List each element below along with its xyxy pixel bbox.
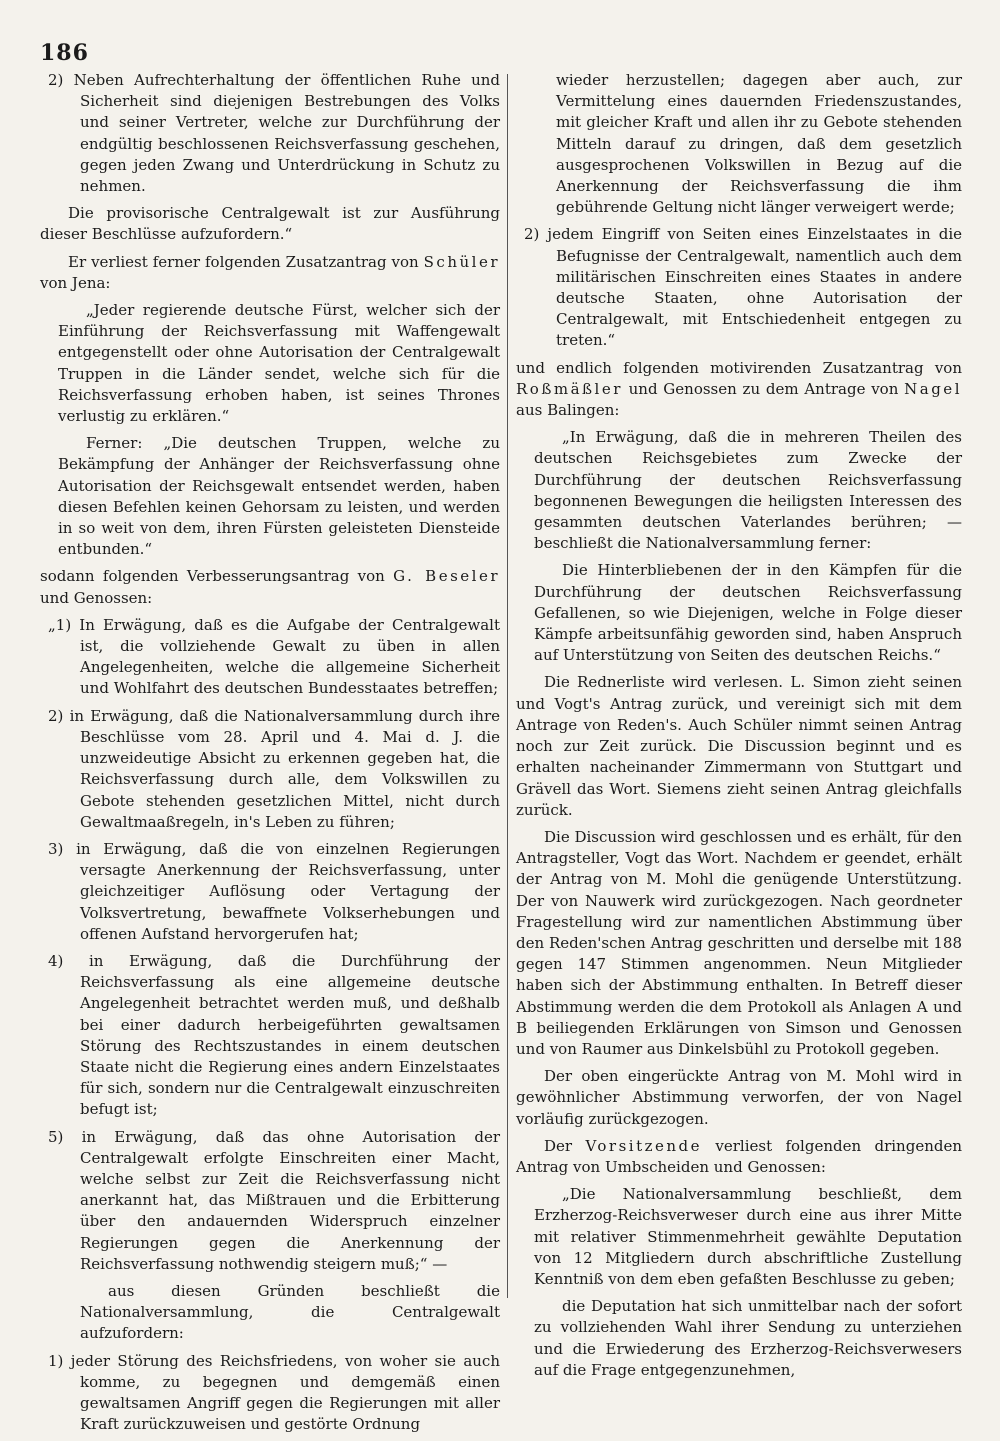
list-item: „1) In Erwägung, daß es die Aufgabe der Centralgewalt ist, die vollziehende Gewalt zu üben in allen Angelegenheiten, welche die allgemeine Sicherheit und Wohlfahrt des deutschen Bundesstaates betreffen; <box>48 615 500 698</box>
quote-paragraph: „In Erwägung, daß die in mehreren Theilen des deutschen Reichsgebietes zum Zwecke der Durchführung der deutschen Reichsverfassung begonnenen Bewegungen die heiligsten Interessen des gesammten deutschen Vaterlandes berühren; — beschließt die Nationalversammlung ferner: <box>534 428 962 553</box>
text: Der <box>544 1136 586 1155</box>
person-name: Nagel <box>904 379 962 398</box>
list-item: 5) in Erwägung, daß das ohne Autorisation der Centralgewalt erfolgte Einschreiten einer Macht, welche selbst zur Zeit die Reichsverfassung nicht anerkannt hat, das Mißtrauen und die Erbitterung über den andauernden Widerspruch einzelner Regierungen gegen die Anerkennung der Reichsverfassung nothwendig steigern muß;“ — <box>48 1127 500 1273</box>
paragraph <box>40 566 500 608</box>
text: Er verliest ferner folgenden Zusatzantrag von <box>68 252 424 271</box>
quote-paragraph: Die Hinterbliebenen der in den Kämpfen für die Durchführung der deutschen Reichsverfassung Gefallenen, so wie Diejenigen, welche in Folge dieser Kämpfe arbeitsunfähig geworden sind, haben Anspruch auf Unterstützung von Seiten des deutschen Reichs.“ <box>534 561 962 665</box>
paragraph <box>516 358 962 422</box>
text: und Genossen: <box>40 588 153 607</box>
list-item: 1) jeder Störung des Reichsfriedens, von woher sie auch komme, zu begegnen und demgemäß einen gewaltsamen Angriff gegen die Regierungen mit aller Kraft zurückzuweisen und gestörte Ordnung <box>48 1351 500 1434</box>
person-name: G. Beseler <box>393 567 500 586</box>
text: sodann folgenden Verbesserungsantrag von <box>40 567 394 586</box>
column-divider <box>507 74 508 1298</box>
person-name: Schüler <box>423 252 500 271</box>
text: und endlich folgenden motivirenden Zusatzantrag von <box>516 358 962 377</box>
quote-paragraph: „Jeder regierende deutsche Fürst, welcher sich der Einführung der Reichsverfassung mit Waffengewalt entgegenstellt oder ohne Autorisation der Centralgewalt Truppen in die Länder sendet, welche sich für die Reichsverfassung erhoben haben, ist seines Thrones verlustig zu erklären.“ <box>58 301 500 426</box>
text: verliest folgenden dringenden Antrag von Umbscheiden und Genossen: <box>516 1136 962 1176</box>
paragraph: Die Discussion wird geschlossen und es erhält, für den Antragsteller, Vogt das Wort. Nachdem er geendet, erhält der Antrag von M. Mohl die genügende Unterstützung. Der von Nauwerk wird zurückgezogen. Nach geordneter Fragestellung wird zur namentlichen Abstimmung über den Reden'schen Antrag geschritten und derselbe mit 188 gegen 147 Stimmen angenommen. Neun Mitglieder haben sich der Abstimmung enthalten. In Betreff dieser Abstimmung werden die dem Protokoll als Anlagen A und B beiliegenden Erklärungen von Simson und Genossen und von Raumer aus Dinkelsbühl zu Protokoll gegeben. <box>516 827 962 1058</box>
list-item: 2) in Erwägung, daß die Nationalversammlung durch ihre Beschlüsse vom 28. April und 4. Mai d. J. die unzweideutige Absicht zu erkennen gegeben hat, die Reichsverfassung durch alle, dem Volkswillen zu Gebote stehenden gesetzlichen Mittel, nicht durch Gewaltmaaßregeln, in's Leben zu führen; <box>48 706 500 831</box>
paragraph <box>40 252 500 294</box>
quote-paragraph: „Die Nationalversammlung beschließt, dem Erzherzog-Reichsverweser durch eine aus ihrer Mitte mit relativer Stimmenmehrheit gewählte Deputation von 12 Mitgliedern durch abschriftliche Zustellung Kenntniß von dem eben gefaßten Beschlusse zu geben; <box>534 1185 962 1288</box>
paragraph <box>516 1136 962 1178</box>
list-item: 3) in Erwägung, daß die von einzelnen Regierungen versagte Anerkennung der Reichsverfassung, unter gleichzeitiger Auflösung oder Vertagung der Volksvertretung, bewaffnete Volkserhebungen und offenen Aufstand hervorgerufen hat; <box>48 839 500 943</box>
paragraph: wieder herzustellen; dagegen aber auch, zur Vermittelung eines dauernden Friedenszustandes, mit gleicher Kraft und allen ihr zu Gebote stehenden Mitteln darauf zu dringen, daß dem gesetzlich ausgesprochenen Volkswillen in Bezug auf die Anerkennung der Reichsverfassung die ihm gebührende Geltung nicht länger verweigert werde; <box>556 71 962 217</box>
list-item: 4) in Erwägung, daß die Durchführung der Reichsverfassung als eine allgemeine deutsche Angelegenheit betrachtet werden muß, und deßhalb bei einer dadurch herbeigeführten gewaltsamen Störung des Rechtszustandes in einem deutschen Staate nicht die Regierung eines andern Einzelstaates für sich, sondern nur die Centralgewalt einzuschreiten befugt ist; <box>48 951 500 1119</box>
paragraph: 2) Neben Aufrechterhaltung der öffentlichen Ruhe und Sicherheit sind diejenigen Bestrebungen des Volks und seiner Vertreter, welche zur Durchführung der endgültig beschlossenen Reichsverfassung geschehen, gegen jeden Zwang und Unterdrückung in Schutz zu nehmen. <box>48 71 500 196</box>
paragraph: Der oben eingerückte Antrag von M. Mohl wird in gewöhnlicher Abstimmung verworfen, der von Nagel vorläufig zurückgezogen. <box>516 1067 962 1128</box>
person-name: Vorsitzende <box>585 1136 703 1155</box>
quote-paragraph: die Deputation hat sich unmittelbar nach der sofort zu vollziehenden Wahl ihrer Sendung zu unterziehen und die Erwiederung des Erzherzog-Reichsverwesers auf die Frage entgegenzunehmen, <box>534 1297 962 1379</box>
person-name: Roßmäßler <box>516 379 623 398</box>
text: aus Balingen: <box>516 401 620 420</box>
text: von Jena: <box>40 273 111 292</box>
paragraph: Die provisorische Centralgewalt ist zur Ausführung dieser Beschlüsse aufzufordern.“ <box>40 204 500 244</box>
list-item: 2) jedem Eingriff von Seiten eines Einzelstaates in die Befugnisse der Centralgewalt, namentlich auch dem militärischen Einschreiten eines Staates in andere deutsche Staaten, ohne Autorisation der Centralgewalt, mit Entschiedenheit entgegen zu treten.“ <box>524 225 962 350</box>
paragraph: aus diesen Gründen beschließt die Nationalversammlung, die Centralgewalt aufzufordern: <box>80 1281 500 1343</box>
paragraph: Die Rednerliste wird verlesen. L. Simon zieht seinen und Vogt's Antrag zurück, und vereinigt sich mit dem Antrage von Reden's. Auch Schüler nimmt seinen Antrag noch zur Zeit zurück. Die Discussion beginnt und es erhalten nacheinander Zimmermann von Stuttgart und Grävell das Wort. Siemens zieht seinen Antrag gleichfalls zurück. <box>516 673 962 819</box>
text: und Genossen zu dem Antrage von <box>622 379 905 398</box>
quote-paragraph: Ferner: „Die deutschen Truppen, welche zu Bekämpfung der Anhänger der Reichsverfassung ohne Autorisation der Reichsgewalt entsendet werden, haben diesen Befehlen keinen Gehorsam zu leisten, und werden in so weit von dem, ihren Fürsten geleisteten Diensteide entbunden.“ <box>58 434 500 559</box>
left-column <box>40 70 500 1441</box>
page-number: 186 <box>40 40 89 66</box>
right-column <box>516 70 962 1387</box>
